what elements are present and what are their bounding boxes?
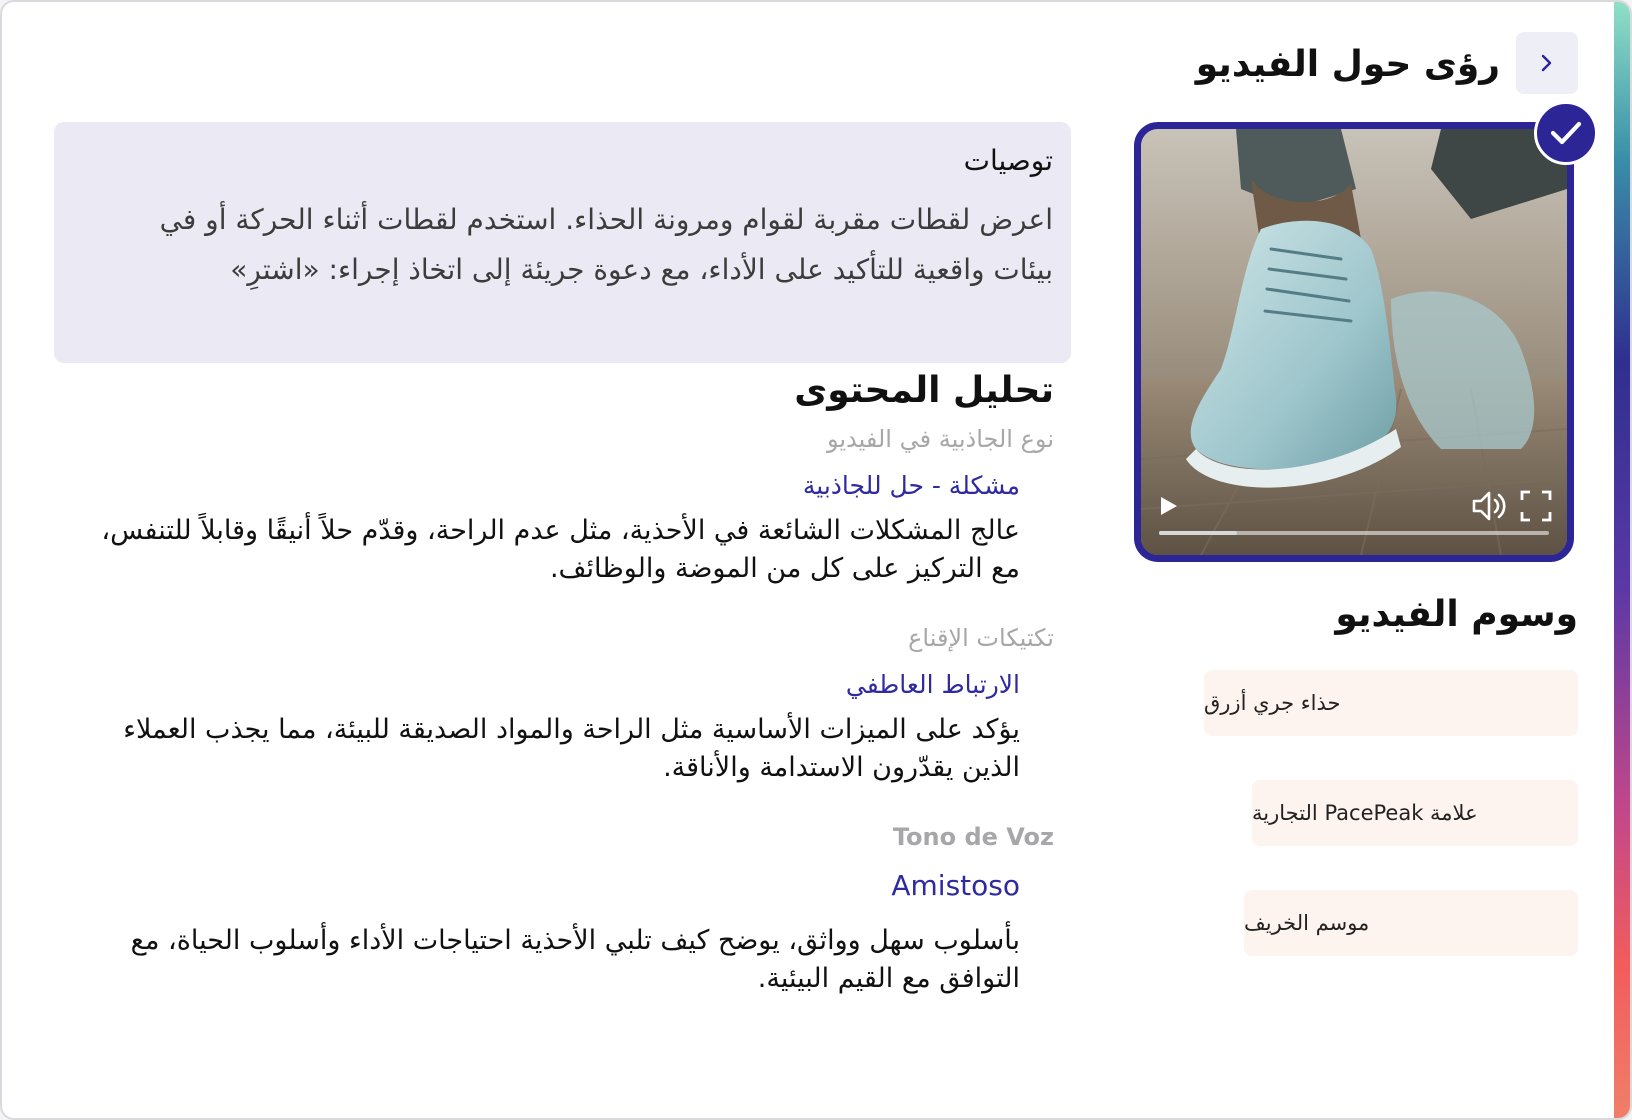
- video-progress-bar[interactable]: [1159, 531, 1549, 535]
- tags-title: وسوم الفيديو: [1335, 594, 1578, 635]
- section-value: مشكلة - حل للجاذبية: [802, 471, 1020, 500]
- section-label: تكتيكات الإقناع: [908, 624, 1054, 652]
- back-button[interactable]: [1516, 32, 1578, 94]
- video-player[interactable]: [1134, 122, 1574, 562]
- section-description: بأسلوب سهل وواثق، يوضح كيف تلبي الأحذية احتياجات الأداء وأسلوب الحياة، مع التوافق مع القيم البيئية.: [130, 925, 1020, 994]
- section-value: الارتباط العاطفي: [845, 670, 1020, 699]
- selected-badge: [1534, 101, 1598, 165]
- recommendations-title: توصيات: [963, 144, 1053, 177]
- analysis-title: تحليل المحتوى: [794, 370, 1054, 411]
- recommendations-panel: [54, 122, 1071, 363]
- tag-chip[interactable]: حذاء جري أزرق: [1204, 670, 1578, 736]
- video-controls: [1141, 465, 1567, 555]
- recommendations-text: اعرض لقطات مقربة لقوام ومرونة الحذاء. استخدم لقطات أثناء الحركة أو في بيئات واقعية للتأكيد على الأداء، مع دعوة جريئة إلى اتخاذ إجراء: «اشترِ»: [159, 203, 1053, 286]
- section-label: Tono de Voz: [892, 823, 1054, 851]
- checkmark-icon: [1549, 119, 1583, 147]
- play-icon[interactable]: [1159, 495, 1179, 517]
- tag-chip[interactable]: موسم الخريف: [1244, 890, 1578, 956]
- section-description: يؤكد على الميزات الأساسية مثل الراحة والمواد الصديقة للبيئة، مما يجذب العملاء الذين يقدّرون الاستدامة والأناقة.: [123, 714, 1020, 783]
- volume-icon[interactable]: [1471, 489, 1507, 523]
- analysis-section: [72, 624, 1054, 787]
- content-analysis: [72, 370, 1054, 998]
- page-title: رؤى حول الفيديو: [1195, 44, 1500, 85]
- chevron-left-icon: [1536, 52, 1558, 74]
- analysis-section: [72, 425, 1054, 588]
- decorative-gradient-bar: [1614, 2, 1630, 1120]
- fullscreen-icon[interactable]: [1519, 489, 1553, 523]
- section-label: نوع الجاذبية في الفيديو: [826, 425, 1054, 453]
- analysis-section: [72, 823, 1054, 998]
- section-value: Amistoso: [891, 869, 1020, 902]
- video-progress-fill: [1159, 531, 1237, 535]
- section-description: عالج المشكلات الشائعة في الأحذية، مثل عدم الراحة، وقدّم حلاً أنيقًا وقابلاً للتنفس، مع التركيز على كل من الموضة والوظائف.: [101, 515, 1020, 584]
- tag-chip[interactable]: علامة PacePeak التجارية: [1252, 780, 1578, 846]
